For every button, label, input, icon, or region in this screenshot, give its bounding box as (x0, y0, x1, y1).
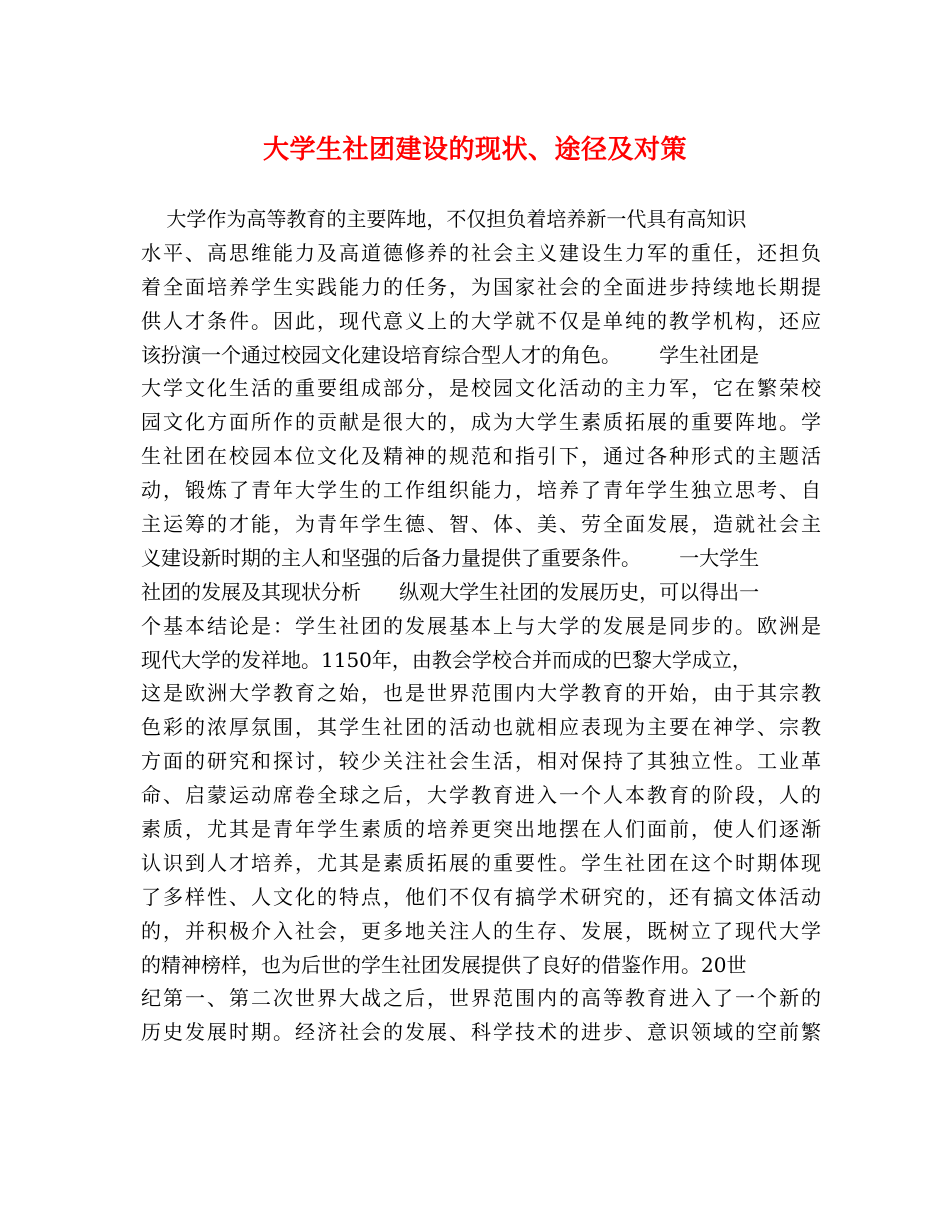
body-line: 纪第一、第二次世界大战之后，世界范围内的高等教育进入了一个新的 (141, 986, 821, 1011)
body-line: 供人才条件。因此，现代意义上的大学就不仅是单纯的教学机构，还应 (141, 308, 821, 333)
body-line: 现代大学的发祥地。1150年，由教会学校合并而成的巴黎大学成立， (141, 647, 752, 672)
body-line: 生社团在校园本位文化及精神的规范和指引下，通过各种形式的主题活 (141, 444, 821, 469)
body-line: 历史发展时期。经济社会的发展、科学技术的进步、意识领域的空前繁 (141, 1020, 821, 1045)
document-title: 大学生社团建设的现状、途径及对策 (262, 135, 687, 165)
body-line: 的精神榜样，也为后世的学生社团发展提供了良好的借鉴作用。20世 (141, 952, 747, 977)
body-line: 个基本结论是：学生社团的发展基本上与大学的发展是同步的。欧洲是 (141, 613, 821, 638)
body-line: 主运筹的才能，为青年学生德、智、体、美、劳全面发展，造就社会主 (141, 512, 821, 537)
body-line: 这是欧洲大学教育之始，也是世界范围内大学教育的开始，由于其宗教 (141, 681, 821, 706)
body-line: 认识到人才培养，尤其是素质拓展的重要性。学生社团在这个时期体现 (141, 850, 821, 875)
body-line: 方面的研究和探讨，较少关注社会生活，相对保持了其独立性。工业革 (141, 749, 821, 774)
body-line: 大学作为高等教育的主要阵地，不仅担负着培养新一代具有高知识 (141, 207, 747, 231)
body-line: 素质，尤其是青年学生素质的培养更突出地摆在人们面前，使人们逐渐 (141, 817, 821, 842)
document-body (141, 203, 821, 1050)
body-line: 水平、高思维能力及高道德修养的社会主义建设生力军的重任，还担负 (141, 240, 821, 265)
body-line: 命、启蒙运动席卷全球之后，大学教育进入一个人本教育的阶段，人的 (141, 783, 821, 808)
body-line: 社团的发展及其现状分析 纵观大学生社团的发展历史，可以得出一 (141, 579, 760, 604)
body-line: 动，锻炼了青年大学生的工作组织能力，培养了青年学生独立思考、自 (141, 478, 821, 503)
body-line: 大学文化生活的重要组成部分，是校园文化活动的主力军，它在繁荣校 (141, 376, 821, 401)
body-line: 着全面培养学生实践能力的任务，为国家社会的全面进步持续地长期提 (141, 274, 821, 299)
body-line: 了多样性、人文化的特点，他们不仅有搞学术研究的，还有搞文体活动 (141, 884, 821, 909)
body-line: 该扮演一个通过校园文化建设培育综合型人才的角色。 学生社团是 (141, 342, 760, 367)
body-line: 义建设新时期的主人和坚强的后备力量提供了重要条件。 一大学生 (141, 545, 760, 570)
body-line: 的，并积极介入社会，更多地关注人的生存、发展，既树立了现代大学 (141, 918, 821, 943)
body-line: 色彩的浓厚氛围，其学生社团的活动也就相应表现为主要在神学、宗教 (141, 715, 821, 740)
body-line: 园文化方面所作的贡献是很大的，成为大学生素质拓展的重要阵地。学 (141, 410, 821, 435)
